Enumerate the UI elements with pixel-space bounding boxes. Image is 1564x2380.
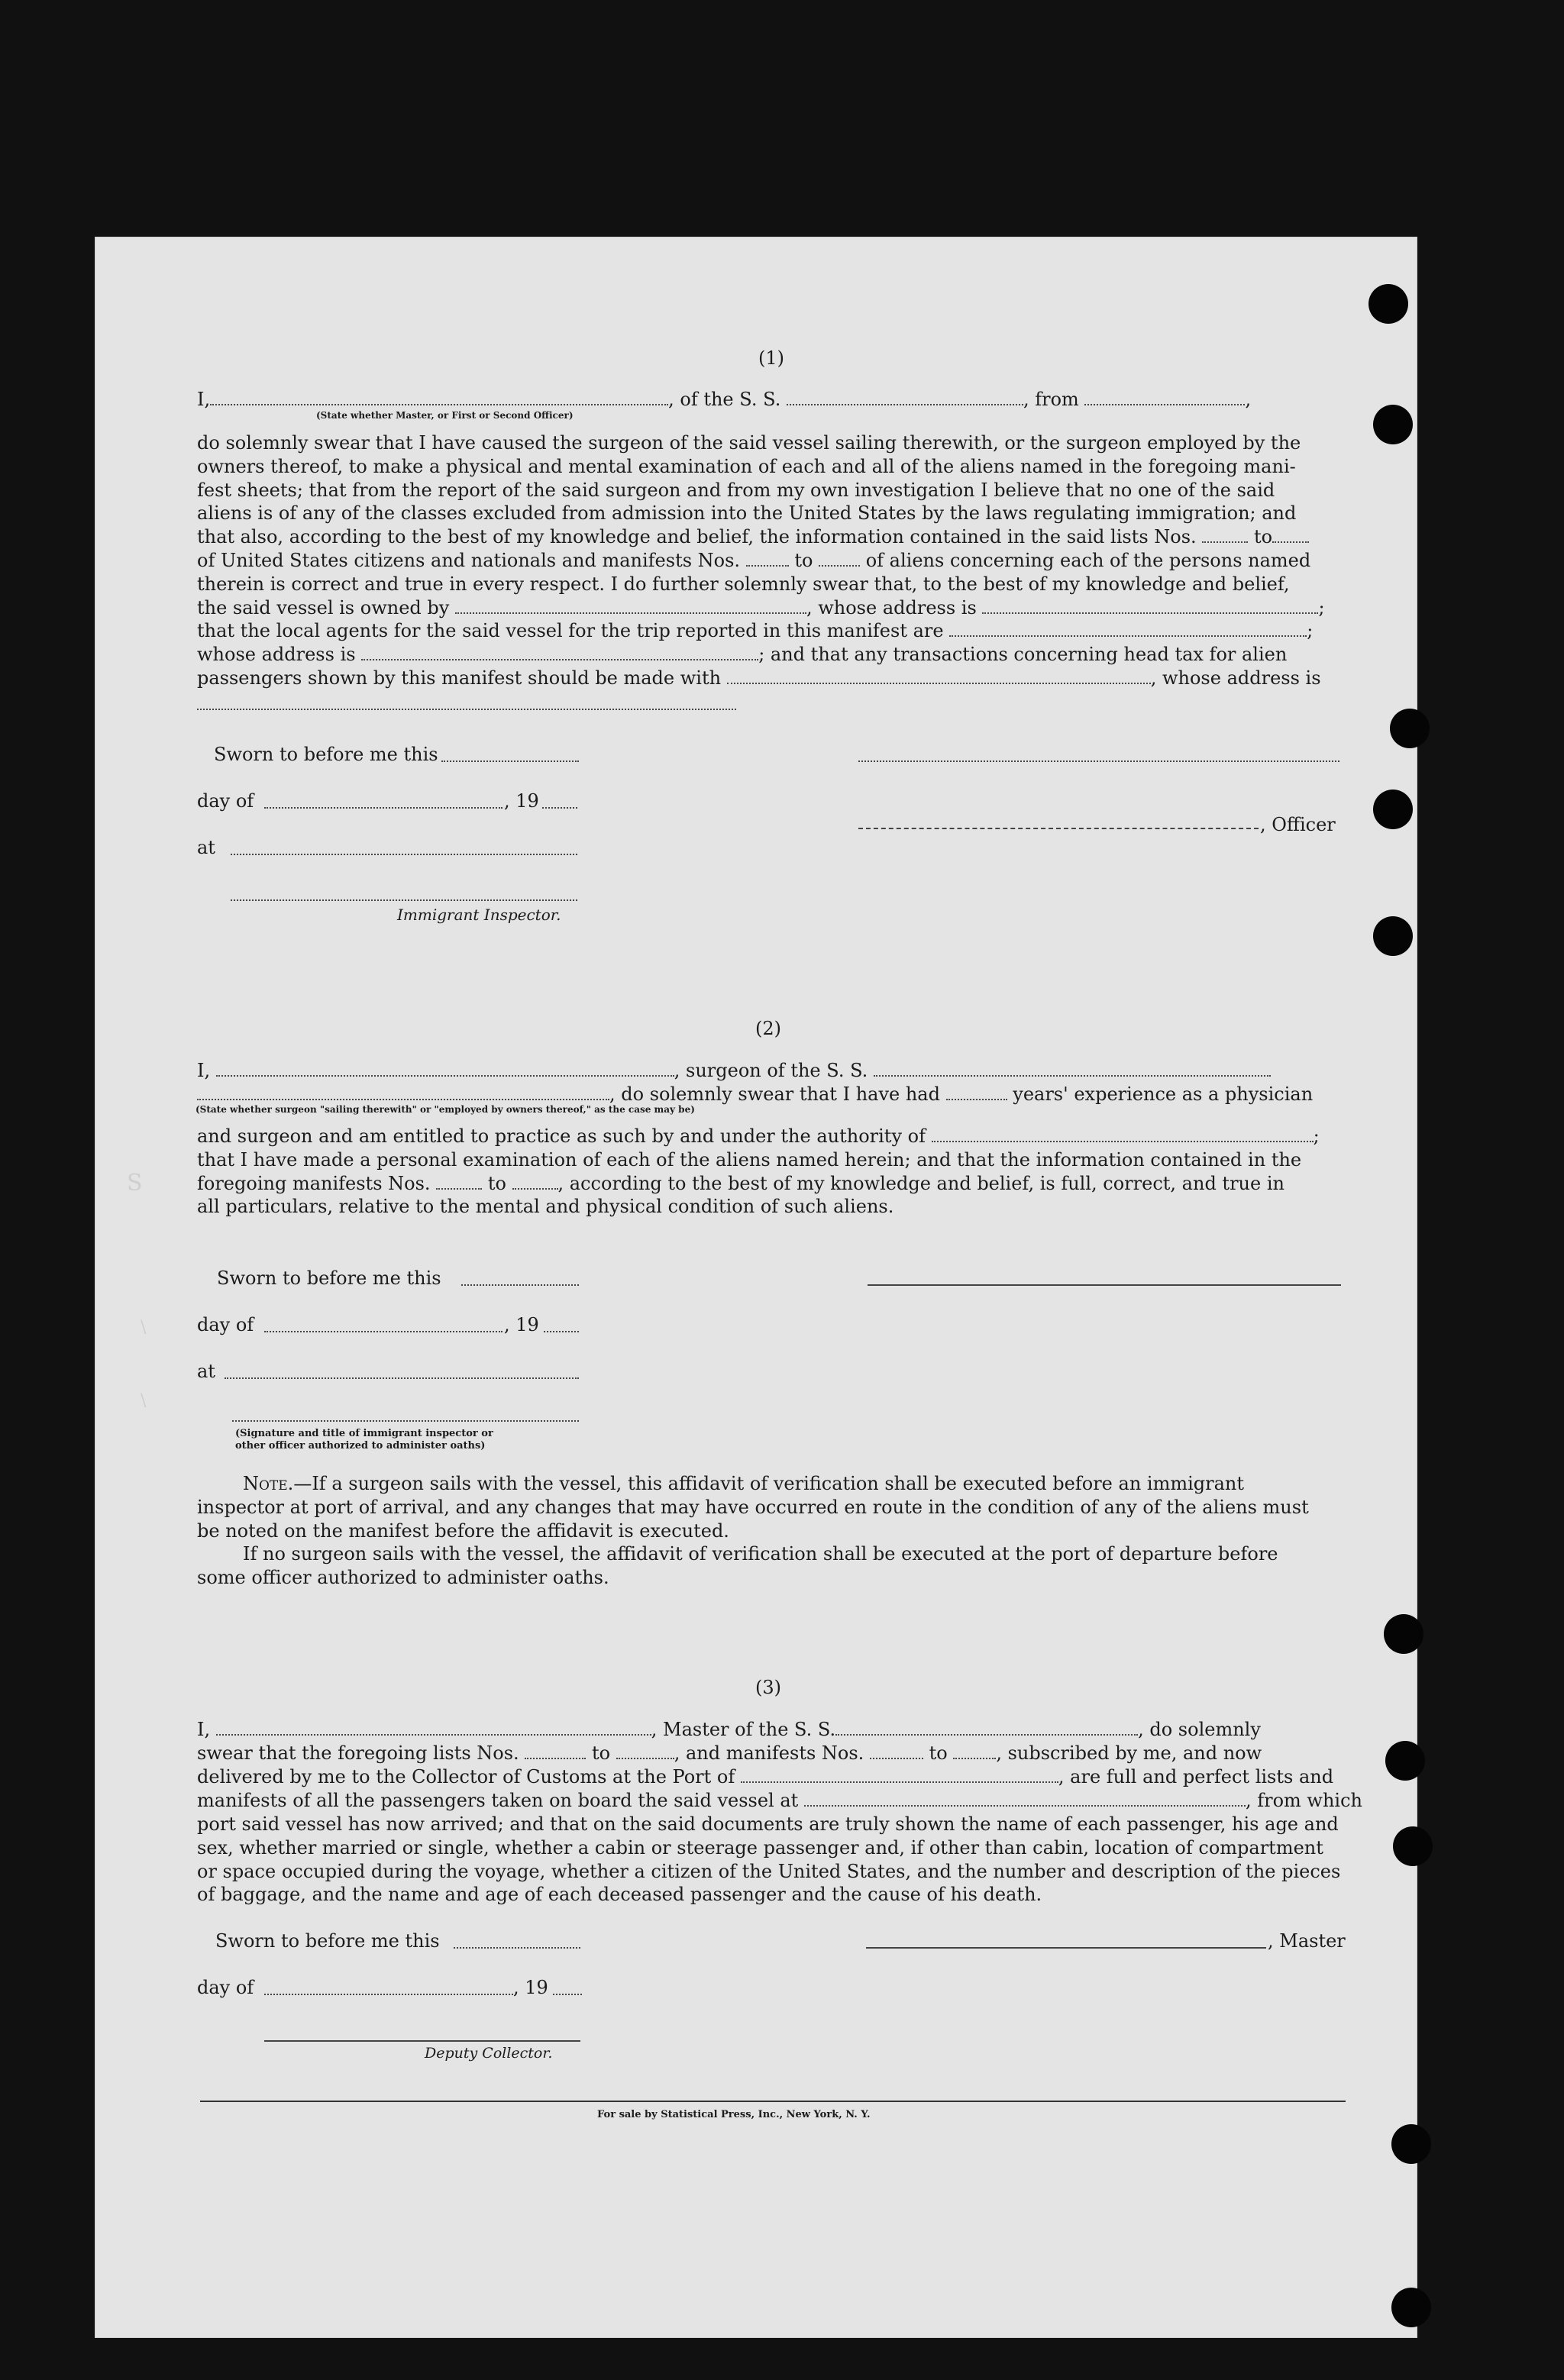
- punch-hole: [1373, 405, 1413, 444]
- master-name-field[interactable]: [216, 1720, 651, 1736]
- authority-field[interactable]: [932, 1127, 1314, 1142]
- lists-to-field[interactable]: [1272, 528, 1309, 543]
- margin-mark: \: [141, 1318, 147, 1337]
- head-tax-address-line[interactable]: [197, 709, 736, 710]
- head-tax-contact-field[interactable]: [727, 669, 1151, 684]
- surgeon-name-field[interactable]: [216, 1061, 674, 1077]
- section-2-line-1: I, , surgeon of the S. S.: [197, 1059, 1343, 1082]
- owner-field[interactable]: [455, 599, 806, 614]
- punch-hole: [1385, 1741, 1425, 1781]
- years-experience-field[interactable]: [946, 1085, 1007, 1100]
- day-of-label-1: day of: [197, 790, 254, 812]
- month-field-1[interactable]: [264, 807, 502, 809]
- master-lists-from-field[interactable]: [525, 1744, 586, 1759]
- section-2-body: and surgeon and am entitled to practice as such by and under the authority of ; that I have made a personal examination of each of the aliens named herein; and that the information contained in the foregoing manifests Nos. to , according to the best of my knowledge and belief, is full, correct, and true in all particulars, relative to the mental and physical condition of such aliens.: [197, 1125, 1320, 1218]
- surgeon-signature-line[interactable]: [868, 1284, 1341, 1286]
- section-2-note: Note.—If a surgeon sails with the vessel, this affidavit of verification shall be executed before an immigrant inspector at port of arrival, and any changes that may have occurred en route in the condition of any of the aliens must be noted on the manifest before the affidavit is executed. If no surgeon sails with the vessel, the affidavit of verification shall be executed at the port of departure before some officer authorized to administer oaths.: [197, 1473, 1309, 1589]
- surgeon-status-field[interactable]: [197, 1085, 609, 1100]
- master-vessel-field[interactable]: [835, 1720, 1138, 1736]
- local-agents-field[interactable]: [949, 622, 1307, 637]
- inspector-title: Immigrant Inspector.: [397, 906, 561, 924]
- administering-officer-signature-line[interactable]: [232, 1420, 579, 1422]
- margin-mark: S: [127, 1170, 143, 1196]
- surgeon-manifests-from-field[interactable]: [436, 1174, 482, 1190]
- punch-hole: [1373, 916, 1413, 956]
- signature-note-1: (Signature and title of immigrant inspector or: [235, 1428, 493, 1439]
- surgeon-vessel-field[interactable]: [874, 1061, 1271, 1077]
- note-heading: Note.: [243, 1473, 294, 1494]
- officer-note: (State whether Master, or First or Second Officer): [316, 410, 574, 421]
- section-3-number: (3): [755, 1677, 781, 1698]
- officer-signature-top-line[interactable]: [858, 761, 1339, 762]
- at-place-field-1[interactable]: [231, 854, 577, 855]
- footer-rule: [200, 2101, 1346, 2102]
- master-manifests-from-field[interactable]: [870, 1744, 923, 1759]
- master-signature-line[interactable]: [866, 1947, 1266, 1949]
- sworn-label-2: Sworn to before me this: [217, 1268, 441, 1289]
- year-field-3[interactable]: [553, 1994, 582, 1995]
- punch-hole: [1368, 284, 1408, 324]
- punch-hole: [1373, 790, 1413, 829]
- year-label-1: , 19: [504, 790, 539, 812]
- section-2-line-2: , do solemnly swear that I have had years' experience as a physician: [197, 1083, 1343, 1106]
- sworn-label-1: Sworn to before me this: [214, 744, 438, 765]
- agents-address-field[interactable]: [361, 645, 758, 660]
- section-3-body: port said vessel has now arrived; and that on the said documents are truly shown the name of each passenger, his age and sex, whether married or single, whether a cabin or steerage passenger and, if other than cabin, location of compartment or space occupied during the voyage, whether a citizen of the United States, and the number and description of the pieces of baggage, and the name and age of each deceased passenger and the cause of his death.: [197, 1813, 1341, 1906]
- year-label-2: , 19: [504, 1314, 539, 1335]
- day-of-label-3: day of: [197, 1977, 254, 1998]
- surgeon-manifests-to-field[interactable]: [512, 1174, 558, 1190]
- at-place-field-2[interactable]: [225, 1377, 579, 1379]
- punch-hole: [1390, 709, 1430, 748]
- officer-name-field[interactable]: [210, 390, 668, 405]
- at-label-2: at: [197, 1361, 215, 1382]
- section-3-line-2: swear that the foregoing lists Nos. to , and manifests Nos. to , subscribed by me, and now: [197, 1742, 1262, 1764]
- sworn-day-field-2[interactable]: [461, 1284, 579, 1286]
- month-field-3[interactable]: [264, 1994, 513, 1995]
- section-3-line-4: manifests of all the passengers taken on board the said vessel at , from which: [197, 1790, 1362, 1811]
- vessel-name-field[interactable]: [787, 390, 1023, 405]
- deputy-collector-title: Deputy Collector.: [425, 2045, 553, 2062]
- sworn-day-field-3[interactable]: [454, 1947, 580, 1949]
- sworn-day-field-1[interactable]: [441, 761, 579, 762]
- sworn-label-3: Sworn to before me this: [215, 1930, 440, 1952]
- at-label-1: at: [197, 837, 215, 858]
- signature-note-2: other officer authorized to administer oaths): [235, 1440, 486, 1452]
- punch-hole: [1391, 2288, 1431, 2327]
- master-manifests-to-field[interactable]: [953, 1744, 996, 1759]
- officer-signature-line[interactable]: [858, 828, 1259, 829]
- deputy-collector-signature-line[interactable]: [264, 2040, 580, 2042]
- section-2-number: (2): [755, 1018, 781, 1039]
- footer-imprint: For sale by Statistical Press, Inc., New York, N. Y.: [597, 2109, 871, 2120]
- punch-hole: [1384, 1614, 1423, 1654]
- section-1-body: do solemnly swear that I have caused the surgeon of the said vessel sailing therewith, or the surgeon employed by the owners thereof, to make a physical and mental examination of each and all of the aliens named in the foregoing mani- fest sheets; that from the report of the said surgeon and from my own investigation I believe that no one of the said aliens is of any of the classes excluded from admission into the United States by the laws regulating immigration; and that also, according to the best of my knowledge and belief, the information contained in the said lists Nos. to of United States citizens and nationals and manifests Nos. to of aliens concerning each of the persons named therein is correct and true in every respect. I do further solemnly swear that, to the best of my knowledge and belief, the said vessel is owned by , whose address is ; that the local agents for the said vessel for the trip reported in this manifest are ; whose address is ; and that any transactions concerning head tax for alien passengers shown by this manifest should be made with , whose address is: [197, 432, 1325, 689]
- punch-hole: [1391, 2124, 1431, 2164]
- master-lists-to-field[interactable]: [616, 1744, 674, 1759]
- punch-hole: [1393, 1826, 1433, 1866]
- day-of-label-2: day of: [197, 1314, 254, 1335]
- year-label-3: , 19: [513, 1977, 548, 1998]
- section-3-line-1: I, , Master of the S. S. , do solemnly: [197, 1719, 1261, 1740]
- inspector-signature-line[interactable]: [231, 899, 577, 901]
- owner-address-field[interactable]: [982, 599, 1318, 614]
- departure-port-field[interactable]: [1084, 390, 1245, 405]
- surgeon-note: (State whether surgeon "sailing therewith" or "employed by owners thereof," as the case may be): [196, 1104, 695, 1115]
- month-field-2[interactable]: [264, 1331, 502, 1332]
- year-field-2[interactable]: [544, 1331, 579, 1332]
- section-1-line-1: I, , of the S. S. , from ,: [197, 389, 1252, 410]
- section-1-number: (1): [758, 347, 784, 369]
- section-3-line-3: delivered by me to the Collector of Customs at the Port of , are full and perfect lists and: [197, 1766, 1334, 1787]
- margin-mark: \: [141, 1391, 147, 1410]
- embarkation-port-field[interactable]: [804, 1791, 1246, 1807]
- manifests-to-field[interactable]: [819, 551, 860, 567]
- manifests-from-field[interactable]: [746, 551, 789, 567]
- master-label: , Master: [1268, 1930, 1346, 1952]
- lists-from-field[interactable]: [1202, 528, 1248, 543]
- collector-port-field[interactable]: [741, 1768, 1058, 1783]
- year-field-1[interactable]: [542, 807, 577, 809]
- officer-label: , Officer: [1260, 814, 1336, 835]
